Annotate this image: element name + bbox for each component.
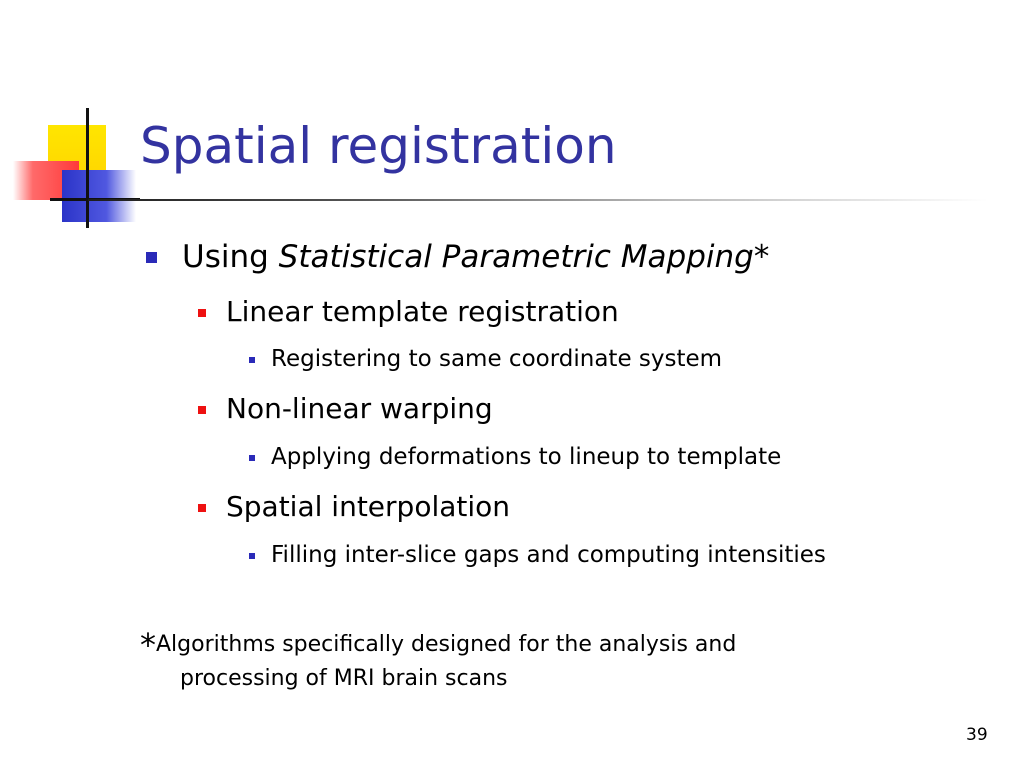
- footnote-marker: *: [140, 626, 156, 664]
- bullet-text-prefix: Using: [182, 239, 279, 275]
- bullet-square-icon: [249, 553, 255, 559]
- bullet-level1: [182, 237, 769, 277]
- logo-blue-square: [62, 170, 136, 222]
- bullet-level2: [226, 489, 510, 525]
- bullet-level2: [226, 391, 493, 427]
- bullet-text-emphasis: Statistical Parametric Mapping*: [278, 239, 770, 275]
- bullet-text: Filling inter-slice gaps and computing intensities: [271, 542, 826, 568]
- footnote: [140, 628, 736, 696]
- bullet-level3: [271, 442, 781, 472]
- bullet-level3: [271, 344, 722, 374]
- title-underline: [88, 199, 988, 201]
- bullet-text: Applying deformations to lineup to template: [271, 444, 782, 470]
- slide-title: Spatial registration: [140, 117, 617, 175]
- bullet-text: Spatial interpolation: [226, 490, 511, 523]
- decorative-logo: [0, 0, 160, 240]
- bullet-square-icon: [198, 504, 206, 512]
- footnote-line1: Algorithms specifically designed for the analysis and: [156, 632, 737, 657]
- footnote-line2: processing of MRI brain scans: [180, 666, 508, 691]
- bullet-square-icon: [249, 357, 255, 363]
- bullet-level2: [226, 294, 619, 330]
- bullet-text: Registering to same coordinate system: [271, 346, 723, 372]
- bullet-square-icon: [146, 252, 157, 263]
- bullet-square-icon: [249, 455, 255, 461]
- bullet-level3: [271, 540, 826, 570]
- bullet-text: Non-linear warping: [226, 392, 493, 425]
- logo-vertical-line: [86, 108, 89, 228]
- bullet-square-icon: [198, 406, 206, 414]
- page-number: 39: [966, 725, 988, 745]
- bullet-square-icon: [198, 309, 206, 317]
- bullet-text: Linear template registration: [226, 295, 619, 328]
